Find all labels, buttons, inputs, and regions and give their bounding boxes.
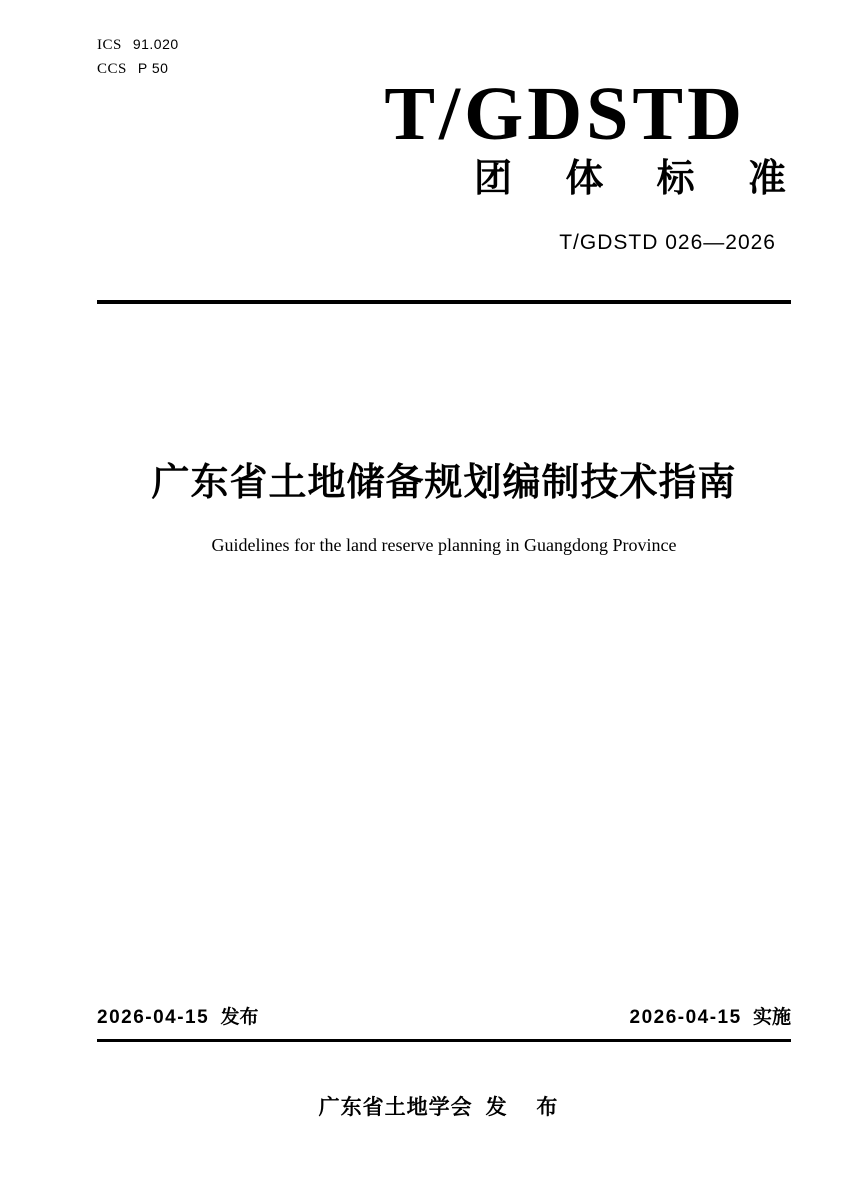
- standard-type-label: [474, 160, 786, 198]
- dates-band: [97, 1006, 791, 1031]
- document-title-zh: 广东省土地储备规划编制技术指南: [151, 462, 737, 504]
- standard-type-char: 准: [747, 158, 786, 200]
- ics-label: ICS: [97, 37, 122, 53]
- ics-code: [97, 36, 179, 54]
- implement-date-line: [630, 1006, 792, 1031]
- ccs-value: P 50: [137, 60, 169, 76]
- issue-date-label: 发布: [220, 1007, 259, 1028]
- publisher-action: 发 布: [485, 1096, 570, 1119]
- issue-date-line: [97, 1006, 259, 1031]
- standard-org-logo: T/GDSTD: [384, 72, 746, 156]
- ics-value: 91.020: [132, 36, 179, 52]
- publisher-name: 广东省土地学会: [318, 1096, 473, 1119]
- classification-codes: [97, 36, 179, 84]
- standard-type-char: 体: [565, 158, 604, 200]
- implement-date-label: 实施: [752, 1007, 791, 1028]
- standard-number: T/GDSTD 026—2026: [559, 231, 776, 254]
- publisher-line: [78, 1091, 810, 1121]
- ccs-code: [97, 60, 179, 78]
- standard-type-char: 标: [656, 158, 695, 200]
- issue-date: 2026-04-15: [97, 1007, 210, 1028]
- standard-type-char: 团: [474, 158, 513, 200]
- ccs-label: CCS: [97, 61, 127, 77]
- document-title-en: Guidelines for the land reserve planning in Guangdong Province: [211, 535, 677, 555]
- implement-date: 2026-04-15: [629, 1007, 742, 1028]
- header-divider-rule: [97, 300, 791, 304]
- footer-divider-rule: [97, 1039, 791, 1042]
